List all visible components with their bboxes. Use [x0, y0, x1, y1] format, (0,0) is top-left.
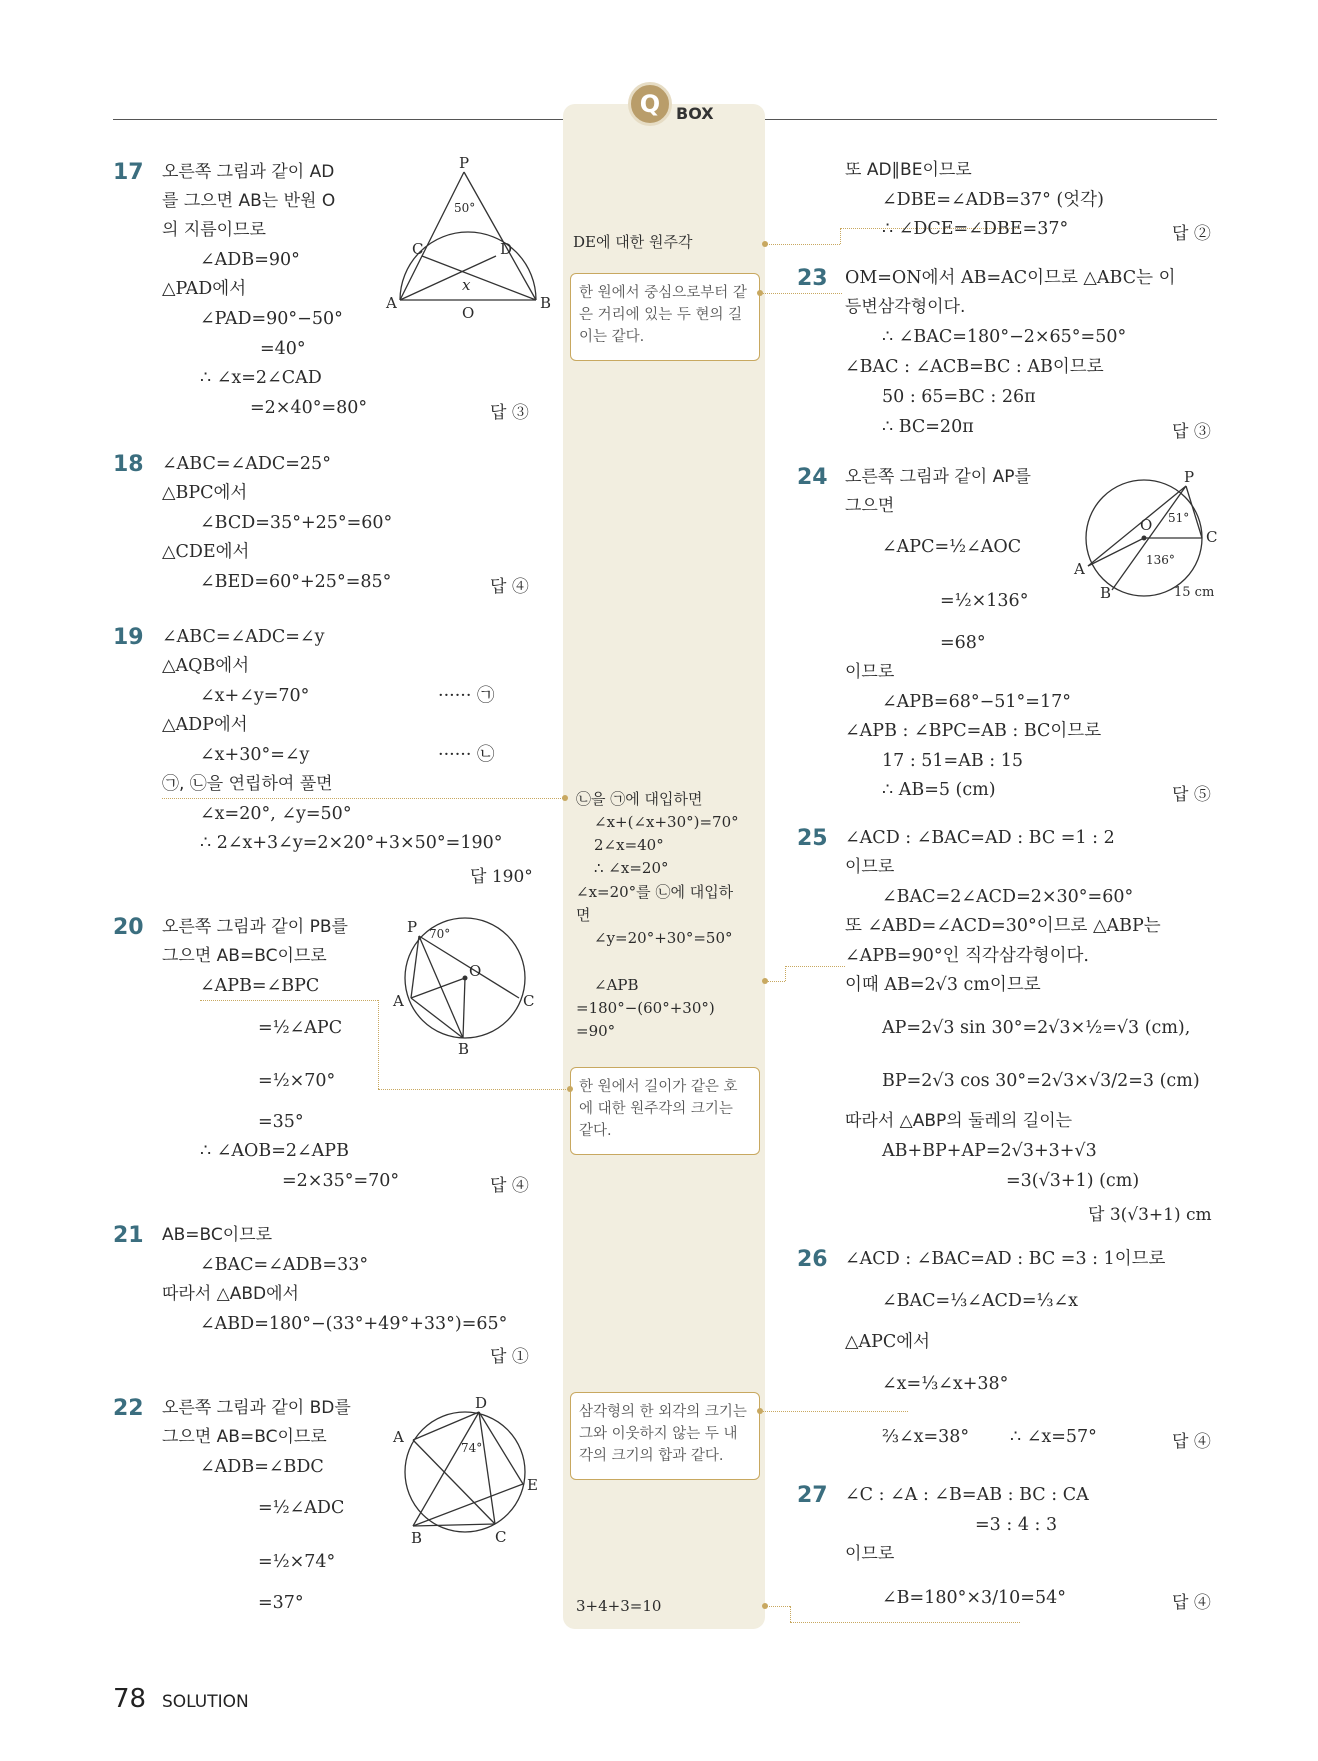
- p26-line: ∠BAC=⅓∠ACD=⅓∠x: [882, 1291, 1079, 1311]
- qbox-note-2d: ∴ ∠x=20°: [594, 859, 669, 877]
- problem-number-19: 19: [113, 625, 144, 650]
- problem-number-17: 17: [113, 160, 144, 185]
- p20-line: 그으면 AB=BC이므로: [162, 946, 327, 966]
- p24-line: 이므로: [845, 662, 895, 682]
- p24-label-p: P: [1184, 468, 1195, 486]
- p17-line: ∴ ∠x=2∠CAD: [200, 368, 322, 388]
- p26-line: ∠x=⅓∠x+38°: [882, 1374, 1009, 1394]
- p25-line: 이때 AB=2√3 cm이므로: [845, 975, 1041, 995]
- p24-line: ∠APB : ∠BPC=AB : BC이므로: [845, 721, 1102, 741]
- p25-answer: 답 3(√3+1) cm: [1088, 1205, 1212, 1225]
- p22-line: =37°: [258, 1593, 304, 1613]
- p19-line: △AQB에서: [162, 656, 250, 676]
- qbox-note-2a: ㉡을 ㉠에 대입하면: [576, 790, 703, 808]
- p27-line: ∠C : ∠A : ∠B=AB : BC : CA: [845, 1485, 1089, 1505]
- p21-line: 따라서 △ABD에서: [162, 1284, 299, 1304]
- p19-line: ∴ 2∠x+3∠y=2×20°+3×50°=190°: [200, 833, 503, 853]
- qbox-tip-3: 삼각형의 한 외각의 크기는 그와 이웃하지 않는 두 내각의 크기의 합과 같다.: [570, 1392, 760, 1480]
- p24-label-a1: 51°: [1168, 511, 1190, 525]
- p20-line: =½∠APC: [258, 1018, 343, 1038]
- leader-line: [378, 1089, 568, 1090]
- p17-line: =40°: [260, 339, 306, 359]
- p18-line: △CDE에서: [162, 542, 250, 562]
- p24-line: ∴ AB=5 (cm): [882, 780, 996, 800]
- problem-number-24: 24: [797, 465, 828, 490]
- p17-line: △PAD에서: [162, 279, 247, 299]
- problem-number-22: 22: [113, 1396, 144, 1421]
- p25-line: AP=2√3 sin 30°=2√3×½=√3 (cm),: [882, 1018, 1191, 1038]
- leader-line: [760, 293, 842, 294]
- p23-answer: 답 ③: [1172, 422, 1211, 442]
- p25-line: AB+BP+AP=2√3+3+√3: [882, 1141, 1097, 1161]
- p27-answer: 답 ④: [1172, 1593, 1211, 1613]
- p27-line: 이므로: [845, 1544, 895, 1564]
- p17-label-x: x: [462, 276, 471, 294]
- qbox-badge: Q: [628, 82, 672, 126]
- p24-line: =68°: [940, 633, 986, 653]
- leader-line: [790, 1606, 791, 1622]
- p24-answer: 답 ⑤: [1172, 785, 1211, 805]
- p22-line: ∠ADB=∠BDC: [200, 1457, 324, 1477]
- p25-line: 이므로: [845, 857, 895, 877]
- problem-number-20: 20: [113, 915, 144, 940]
- leader-line: [790, 1622, 1020, 1623]
- p23-line: 등변삼각형이다.: [845, 297, 966, 317]
- p19-answer: 답 190°: [470, 867, 533, 887]
- p19-line: ∠x+∠y=70°: [200, 686, 310, 706]
- p22-line: 오른쪽 그림과 같이 BD를: [162, 1398, 351, 1418]
- p22c-line: 또 AD∥BE이므로: [845, 160, 972, 180]
- qbox-note-2b: ∠x+(∠x+30°)=70°: [594, 813, 739, 831]
- qbox-title: BOX: [676, 104, 714, 123]
- qbox-note-4: 3+4+3=10: [576, 1597, 662, 1615]
- p22c-line: ∴ ∠DCE=∠DBE=37°: [882, 219, 1069, 239]
- p17-line: =2×40°=80°: [250, 398, 368, 418]
- leader-line: [162, 798, 565, 799]
- p22-label-e: E: [527, 1476, 538, 1494]
- qbox-note-2g: ∠y=20°+30°=50°: [594, 929, 733, 947]
- p20-label-c: C: [523, 992, 535, 1010]
- p20-line: =35°: [258, 1112, 304, 1132]
- p20-line: ∴ ∠AOB=2∠APB: [200, 1141, 349, 1161]
- p17-label-p: P: [459, 154, 470, 172]
- p18-line: ∠BCD=35°+25°=60°: [200, 513, 393, 533]
- p20-answer: 답 ④: [490, 1176, 529, 1196]
- problem-number-25: 25: [797, 826, 828, 851]
- p22-line: =½×74°: [258, 1552, 336, 1572]
- problem-number-21: 21: [113, 1223, 144, 1248]
- p22-label-b: B: [411, 1529, 423, 1547]
- p20-line: =½×70°: [258, 1071, 336, 1091]
- p23-line: ∠BAC : ∠ACB=BC : AB이므로: [845, 357, 1104, 377]
- p26-line: ⅔∠x=38°: [882, 1427, 970, 1447]
- p17-label-a: A: [386, 294, 397, 312]
- p22-figure: [393, 1394, 545, 1547]
- p19-line: ∠x+30°=∠y: [200, 745, 310, 765]
- leader-line: [765, 1606, 790, 1607]
- p27-line: ∠B=180°×3/10=54°: [882, 1588, 1066, 1608]
- p25-line: ∠APB=90°인 직각삼각형이다.: [845, 946, 1089, 966]
- p25-line: =3(√3+1) (cm): [1006, 1171, 1140, 1191]
- p22c-line: ∠DBE=∠ADB=37° (엇각): [882, 190, 1104, 210]
- p20-label-b: B: [458, 1040, 470, 1058]
- p25-line: ∠ACD : ∠BAC=AD : BC =1 : 2: [845, 828, 1115, 848]
- p18-line: △BPC에서: [162, 483, 248, 503]
- p25-line: 따라서 △ABP의 둘레의 길이는: [845, 1111, 1073, 1131]
- p23-line: OM=ON에서 AB=AC이므로 △ABC는 이: [845, 268, 1176, 288]
- p22-line: 그으면 AB=BC이므로: [162, 1427, 327, 1447]
- p26-line: ∠ACD : ∠BAC=AD : BC =3 : 1이므로: [845, 1249, 1166, 1269]
- p24-label-len: 15 cm: [1174, 585, 1215, 600]
- p20-line: 오른쪽 그림과 같이 PB를: [162, 917, 348, 937]
- qbox-note-3a: ∠APB: [594, 976, 639, 994]
- p17-label-d: D: [500, 240, 513, 258]
- p21-answer: 답 ①: [490, 1347, 529, 1367]
- leader-dot: [562, 795, 568, 801]
- leader-line: [378, 1000, 379, 1089]
- p26-line: △APC에서: [845, 1332, 931, 1352]
- leader-line: [760, 1411, 908, 1412]
- p24-line: 오른쪽 그림과 같이 AP를: [845, 467, 1031, 487]
- p21-line: AB=BC이므로: [162, 1225, 273, 1245]
- p20-label-angle: 70°: [429, 927, 451, 941]
- p20-label-o: O: [469, 962, 482, 980]
- p19-line: ㉠, ㉡을 연립하여 풀면: [162, 774, 333, 794]
- p17-figure: [386, 154, 552, 322]
- p24-line: 그으면: [845, 496, 895, 516]
- problem-number-26: 26: [797, 1247, 828, 1272]
- qbox-note-2e: ∠x=20°를 ㉡에 대입하: [576, 883, 734, 901]
- p19-line: ∠x=20°, ∠y=50°: [200, 804, 352, 824]
- p22-label-d: D: [475, 1394, 488, 1412]
- p26-answer: 답 ④: [1172, 1432, 1211, 1452]
- p18-line: ∠ABC=∠ADC=25°: [162, 454, 331, 474]
- qbox-tip-1: 한 원에서 중심으로부터 같은 거리에 있는 두 현의 길이는 같다.: [570, 273, 760, 361]
- leader-line: [840, 228, 841, 244]
- problem-number-18: 18: [113, 452, 144, 477]
- p23-line: 50 : 65=BC : 26π: [882, 387, 1036, 407]
- p17-label-b: B: [540, 294, 552, 312]
- p27-line: =3 : 4 : 3: [975, 1515, 1058, 1535]
- p17-label-c: C: [412, 240, 424, 258]
- p24-figure: [1074, 468, 1240, 610]
- p19-tag: ······ ㉠: [438, 686, 495, 706]
- page-number: 78: [113, 1684, 147, 1714]
- p24-line: 17 : 51=AB : 15: [882, 751, 1024, 771]
- qbox-note-2f: 면: [576, 906, 591, 924]
- p24-label-c: C: [1206, 528, 1218, 546]
- p25-line: 또 ∠ABD=∠ACD=30°이므로 △ABP는: [845, 916, 1161, 936]
- p17-line: 의 지름이므로: [162, 220, 266, 240]
- qbox-note-3c: =90°: [576, 1022, 616, 1040]
- p21-line: ∠ABD=180°−(33°+49°+33°)=65°: [200, 1314, 508, 1334]
- p17-line: 를 그으면 AB는 반원 O: [162, 191, 336, 211]
- p20-label-p: P: [407, 918, 418, 936]
- p17-line: ∠ADB=90°: [200, 250, 300, 270]
- leader-line: [785, 966, 786, 981]
- leader-line: [200, 1000, 378, 1001]
- p17-line: 오른쪽 그림과 같이 AD: [162, 162, 335, 182]
- qbox-note-1: DE에 대한 원주각: [573, 233, 693, 251]
- p19-tag: ······ ㉡: [438, 745, 495, 765]
- p20-line: =2×35°=70°: [282, 1171, 400, 1191]
- p20-line: ∠APB=∠BPC: [200, 976, 320, 996]
- header-rule-right: [765, 119, 1217, 120]
- p23-line: ∴ ∠BAC=180°−2×65°=50°: [882, 327, 1127, 347]
- problem-number-23: 23: [797, 266, 828, 291]
- p24-line: =½×136°: [940, 591, 1029, 611]
- p18-line: ∠BED=60°+25°=85°: [200, 572, 392, 592]
- p21-line: ∠BAC=∠ADB=33°: [200, 1255, 369, 1275]
- p20-label-a: A: [393, 992, 404, 1010]
- p22-line: =½∠ADC: [258, 1498, 345, 1518]
- problem-number-27: 27: [797, 1483, 828, 1508]
- p24-label-o: O: [1140, 516, 1153, 534]
- p20-figure: [393, 912, 545, 1058]
- p24-line: ∠APC=½∠AOC: [882, 537, 1022, 557]
- p17-answer: 답 ③: [490, 403, 529, 423]
- p25-line: ∠BAC=2∠ACD=2×30°=60°: [882, 887, 1134, 907]
- p26-line: ∴ ∠x=57°: [1010, 1427, 1097, 1447]
- header-rule-left: [113, 119, 563, 120]
- p19-line: △ADP에서: [162, 715, 248, 735]
- p25-line: BP=2√3 cos 30°=2√3×√3/2=3 (cm): [882, 1071, 1200, 1091]
- p19-line: ∠ABC=∠ADC=∠y: [162, 627, 325, 647]
- qbox-note-3b: =180°−(60°+30°): [576, 999, 715, 1017]
- p17-line: ∠PAD=90°−50°: [200, 309, 343, 329]
- p22-label-c: C: [495, 1528, 507, 1546]
- leader-line: [785, 966, 845, 967]
- qbox-note-2c: 2∠x=40°: [594, 836, 664, 854]
- p23-line: ∴ BC=20π: [882, 417, 974, 437]
- p22c-answer: 답 ②: [1172, 224, 1211, 244]
- p22-label-a: A: [393, 1428, 404, 1446]
- p17-label-o: O: [462, 304, 475, 322]
- p17-label-angle: 50°: [454, 201, 476, 215]
- p24-label-a: A: [1074, 560, 1085, 578]
- leader-line: [765, 981, 785, 982]
- qbox-tip-2: 한 원에서 길이가 같은 호에 대한 원주각의 크기는 같다.: [570, 1067, 760, 1155]
- leader-line: [765, 244, 840, 245]
- p18-answer: 답 ④: [490, 577, 529, 597]
- p24-line: ∠APB=68°−51°=17°: [882, 692, 1071, 712]
- section-label: SOLUTION: [162, 1692, 249, 1712]
- p24-label-b: B: [1100, 584, 1112, 602]
- p24-label-a2: 136°: [1146, 553, 1175, 567]
- p22-label-angle: 74°: [461, 1441, 483, 1455]
